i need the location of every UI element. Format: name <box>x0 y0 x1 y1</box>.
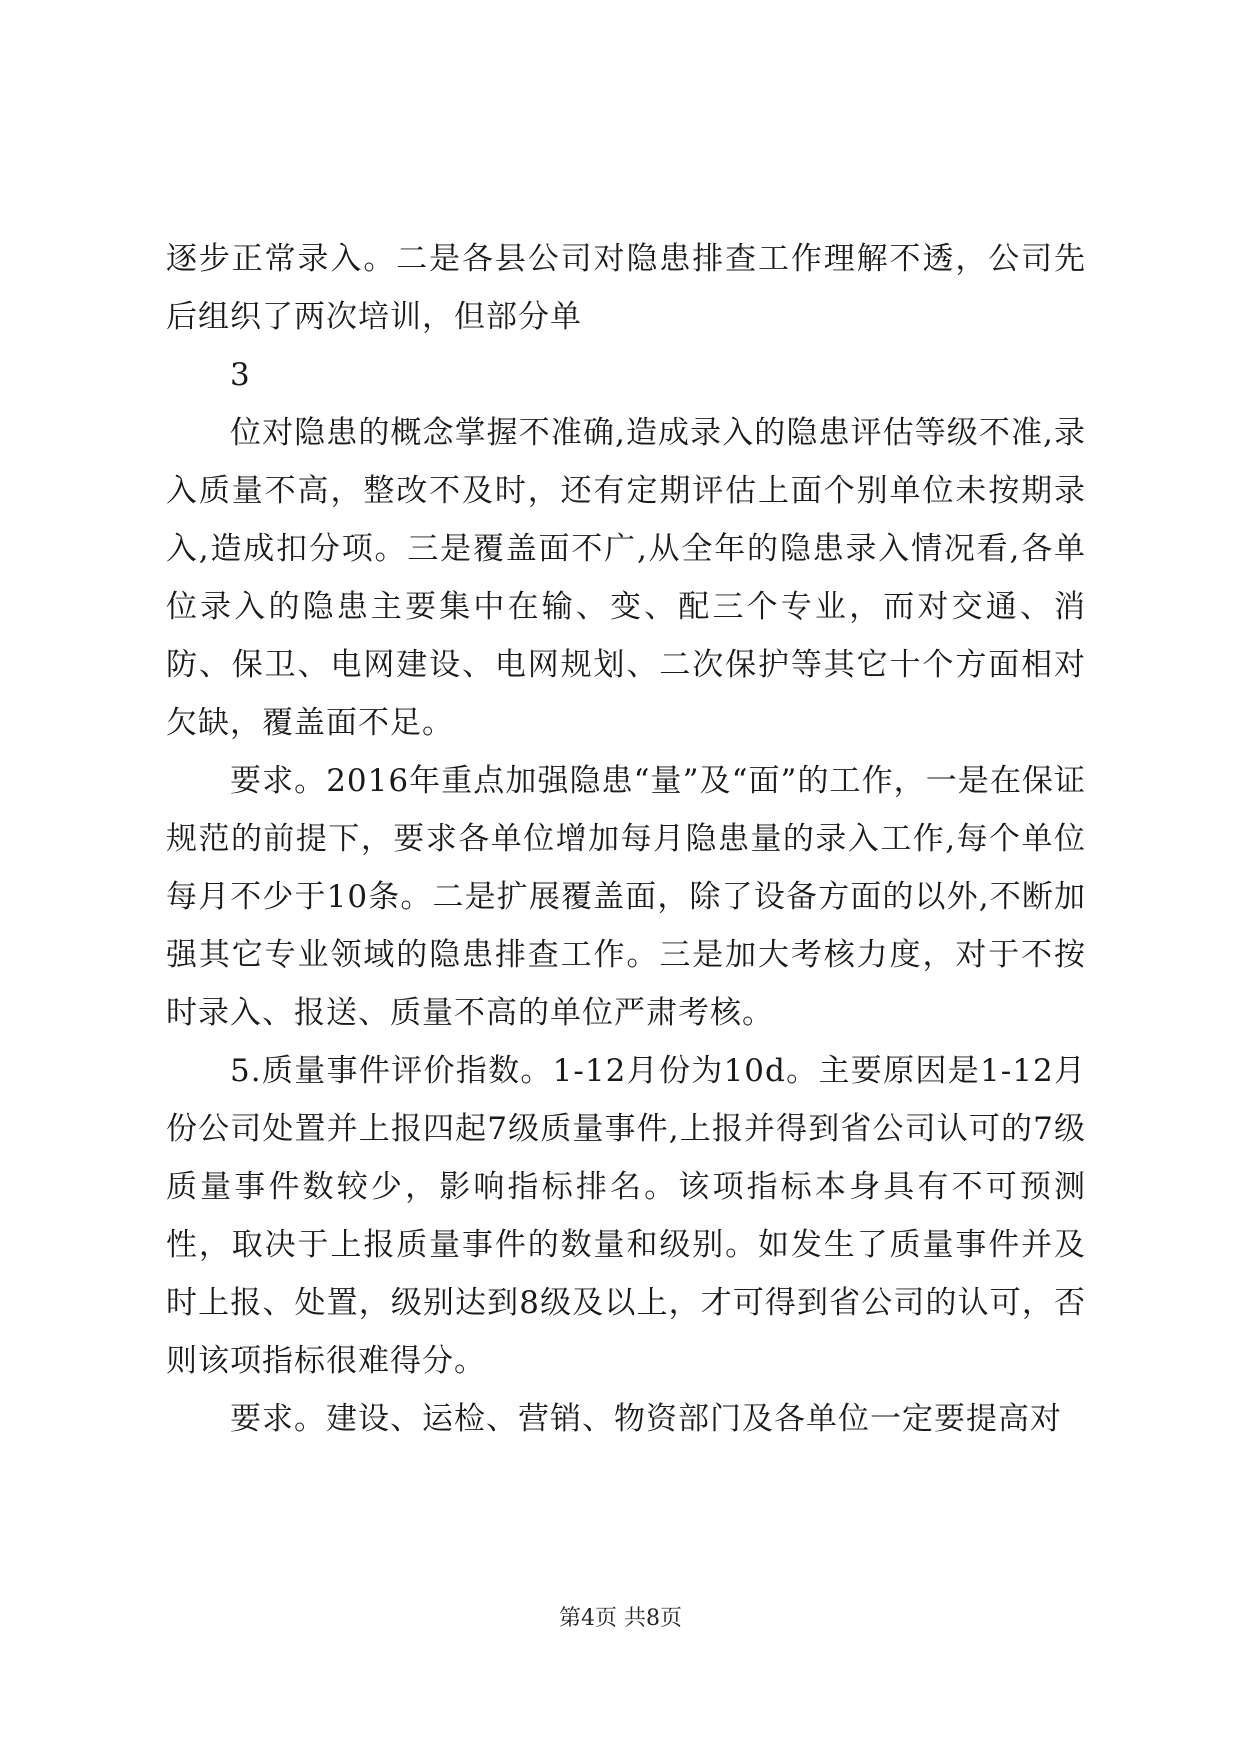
paragraph-3: 位对隐患的概念掌握不准确,造成录入的隐患评估等级不准,录入质量不高，整改不及时，还有定期评估上面个别单位未按期录入,造成扣分项。三是覆盖面不广,从全年的隐患录入情况看,各单位录入的隐患主要集中在输、变、配三个专业，而对交通、消防、保卫、电网建设、电网规划、二次保护等其它十个方面相对欠缺，覆盖面不足。 <box>166 415 1086 741</box>
inline-page-number: 3 <box>230 357 251 393</box>
page-footer <box>0 1604 1241 1634</box>
footer-page-label: 第4页 共8页 <box>559 1606 682 1631</box>
paragraph-5: 5.质量事件评价指数。1-12月份为10d。主要原因是1-12月份公司处置并上报四起7级质量事件,上报并得到省公司认可的7级质量事件数较少，影响指标排名。该项指标本身具有不可预测性，取决于上报质量事件的数量和级别。如发生了质量事件并及时上报、处置，级别达到8级及以上，才可得到省公司的认可，否则该项指标很难得分。 <box>166 1053 1086 1379</box>
paragraph-6: 要求。建设、运检、营销、物资部门及各单位一定要提高对 <box>230 1401 1062 1437</box>
paragraph-4: 要求。2016年重点加强隐患“量”及“面”的工作，一是在保证规范的前提下，要求各单位增加每月隐患量的录入工作,每个单位每月不少于10条。二是扩展覆盖面，除了设备方面的以外,不断加强其它专业领域的隐患排查工作。三是加大考核力度，对于不按时录入、报送、质量不高的单位严肃考核。 <box>166 763 1086 1031</box>
document-body <box>166 230 1086 1448</box>
paragraph-1: 逐步正常录入。二是各县公司对隐患排查工作理解不透，公司先后组织了两次培训，但部分单 <box>166 241 1086 335</box>
